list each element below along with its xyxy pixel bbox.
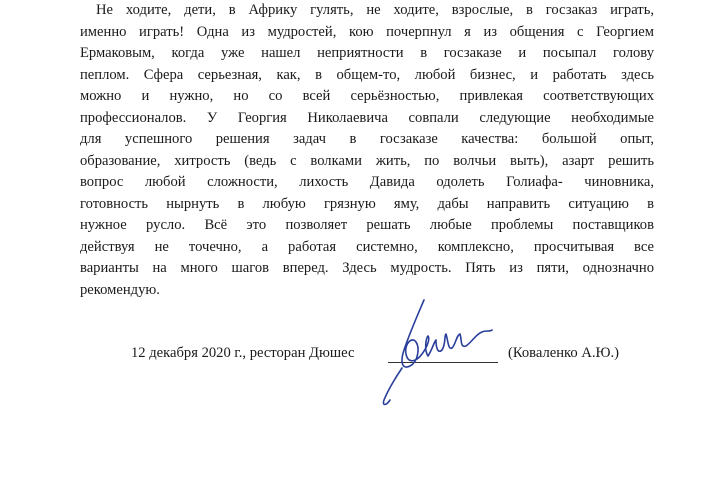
date-place: 12 декабря 2020 г., ресторан Дюшес xyxy=(131,345,355,361)
letter-line: вопрос любой сложности, лихость Давида одолеть Голиафа- чиновника, xyxy=(80,174,654,190)
letter-line: для успешного решения задач в госзаказе качества: большой опыт, xyxy=(80,131,654,147)
letter-line: Не ходите, дети, в Африку гулять, не ходите, взрослые, в госзаказ играть, xyxy=(96,2,654,18)
letter-line: варианты на много шагов вперед. Здесь мудрость. Пять из пяти, однозначно xyxy=(80,260,654,276)
handwritten-signature xyxy=(380,292,495,412)
signer-name: (Коваленко А.Ю.) xyxy=(508,345,620,361)
letter-line: профессионалов. У Георгия Николаевича совпали следующие необходимые xyxy=(80,109,654,126)
letter-line: готовность нырнуть в любую грязную яму, дабы направить ситуацию в xyxy=(80,195,654,212)
letter-line: нужное русло. Всё это позволяет решать любые проблемы поставщиков xyxy=(80,217,654,233)
letter-line: рекомендую. xyxy=(80,281,160,298)
letter-line: Ермаковым, когда уже нашел неприятности в госзаказе и посыпал голову xyxy=(80,45,654,61)
letter-body xyxy=(80,0,654,301)
letter-line: пеплом. Сфера серьезная, как, в общем-то, любой бизнес, и работать здесь xyxy=(80,66,654,83)
letter-line: именно играть! Одна из мудростей, кою почерпнул я из общения с Георгием xyxy=(80,23,654,40)
letter-line: можно и нужно, но со всей серьёзностью, привлекая соответствующих xyxy=(80,88,654,104)
letter-line: действуя не точечно, а работая системно, комплексно, просчитывая все xyxy=(80,238,654,255)
signature-row xyxy=(0,345,720,369)
letter-line: образование, хитрость (ведь с волками жить, по волчьи выть), азарт решить xyxy=(80,152,654,169)
